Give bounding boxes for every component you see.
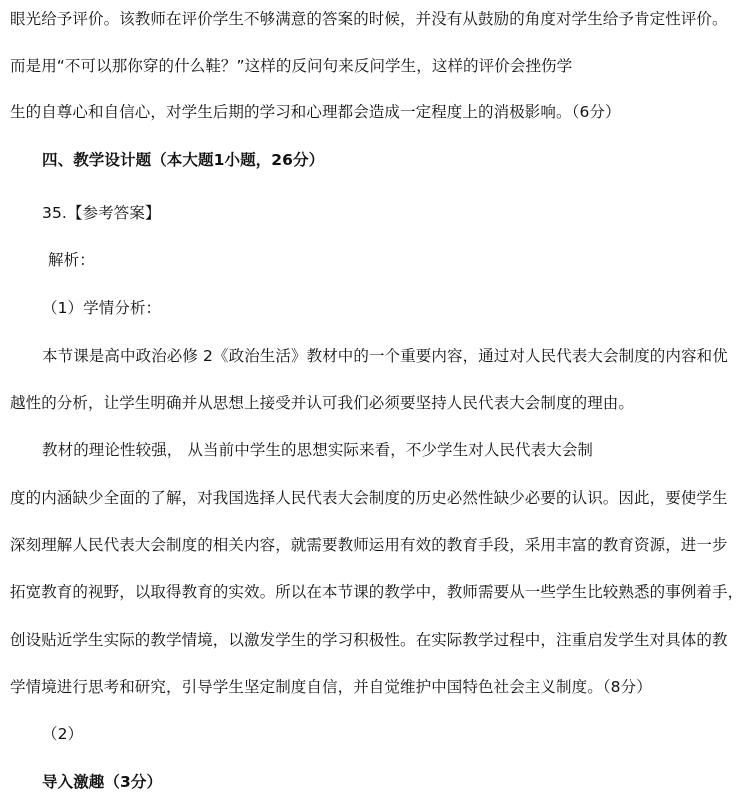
section-heading-teaching-design: 四、教学设计题（本大题1小题，26分）	[42, 151, 325, 169]
subheading-introduction: 导入激趣（3分）	[42, 773, 163, 791]
subheading-student-analysis: （1）学情分析：	[42, 299, 162, 317]
paragraph-line-2: 而是用“不可以那你穿的什么鞋？”这样的反问句来反问学生，这样的评价会挫伤学	[10, 57, 573, 75]
paragraph-line-10: 教材的理论性较强， 从当前中学生的思想实际来看，不少学生对人民代表大会制	[42, 441, 594, 459]
paragraph-line-9: 越性的分析，让学生明确并从思想上接受并认可我们必须要坚持人民代表大会制度的理由。	[10, 394, 635, 412]
paragraph-line-8: 本节课是高中政治必修 2《政治生活》教材中的一个重要内容，通过对人民代表大会制度的内容和优	[42, 347, 728, 365]
paragraph-line-15: 学情境进行思考和研究，引导学生坚定制度自信，并自觉维护中国特色社会主义制度。（8分）	[10, 678, 652, 696]
paragraph-line-11: 度的内涵缺少全面的了解，对我国选择人民代表大会制度的历史必然性缺少必要的认识。因此，要使学生	[10, 489, 728, 507]
paragraph-line-14: 创设贴近学生实际的教学情境，以激发学生的学习积极性。在实际教学过程中，注重启发学生对具体的教	[10, 631, 728, 649]
question-number-35: 35.【参考答案】	[42, 204, 161, 222]
paragraph-line-13: 拓宽教育的视野，以取得教育的实效。所以在本节课的教学中，教师需要从一些学生比较熟悉的事例着手，	[10, 583, 744, 601]
paragraph-line-12: 深刻理解人民代表大会制度的相关内容，就需要教师运用有效的教育手段，采用丰富的教育资源，进一步	[10, 536, 728, 554]
subheading-part-2: （2）	[42, 725, 84, 743]
analysis-label: 解析：	[48, 251, 95, 269]
paragraph-line-1: 眼光给予评价。该教师在评价学生不够满意的答案的时候，并没有从鼓励的角度对学生给予肯定性评价。	[10, 10, 728, 28]
paragraph-line-3: 生的自尊心和自信心，对学生后期的学习和心理都会造成一定程度上的消极影响。（6分）	[10, 103, 621, 121]
